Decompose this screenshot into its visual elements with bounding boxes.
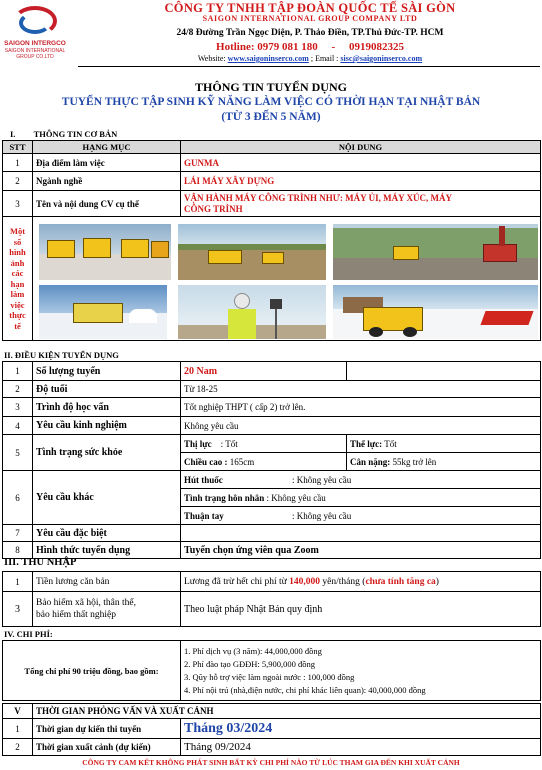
logo-name: SAIGON INTERGCO bbox=[4, 40, 66, 47]
logo-swoosh-icon bbox=[9, 4, 61, 40]
row-stt: 7 bbox=[3, 525, 33, 542]
cost-label: Tổng chi phí 90 triệu đồng, bao gồm: bbox=[3, 641, 181, 701]
row-item: Độ tuổi bbox=[33, 381, 181, 398]
section4-heading: IV. CHI PHÍ: bbox=[4, 629, 53, 639]
table-row bbox=[3, 592, 541, 627]
row-stt: 3 bbox=[3, 398, 33, 417]
cost-table bbox=[2, 640, 541, 701]
cost-list bbox=[181, 641, 541, 701]
header-divider bbox=[78, 66, 540, 67]
row-item: Địa điểm làm việc bbox=[33, 154, 181, 172]
photo-excavator bbox=[333, 224, 538, 280]
row-item: Tiền lương căn bản bbox=[33, 572, 181, 592]
vision-cell: Thị lực : Tốt bbox=[181, 435, 347, 453]
row-content: Từ 18-25 bbox=[181, 381, 541, 398]
photo-wheel-loader bbox=[333, 285, 538, 339]
row-content: Tốt nghiệp THPT ( cấp 2) trở lên. bbox=[181, 398, 541, 417]
row-item: Yêu cầu kinh nghiệm bbox=[33, 417, 181, 435]
website-link[interactable]: www.saigoninserco.com bbox=[227, 54, 309, 63]
col-stt: STT bbox=[3, 141, 33, 154]
row-item: Tình trạng sức khỏe bbox=[33, 435, 181, 471]
table-row bbox=[3, 719, 541, 739]
row-item: Hình thức tuyển dụng bbox=[33, 542, 181, 559]
contact-line bbox=[80, 54, 540, 63]
email-label: ; Email : bbox=[310, 54, 339, 63]
section1-roman: I. bbox=[10, 129, 16, 139]
job-desc-line-2: CÔNG TRÌNH bbox=[184, 203, 243, 214]
table-row bbox=[3, 525, 541, 542]
schedule-table bbox=[2, 703, 541, 756]
row-stt: 2 bbox=[3, 381, 33, 398]
row-content: Tuyển chọn ứng viên qua Zoom bbox=[181, 542, 541, 559]
section5-roman: V bbox=[3, 704, 33, 719]
row-stt: 4 bbox=[3, 417, 33, 435]
exam-date: Tháng 03/2024 bbox=[181, 719, 541, 739]
row-item: Trình độ học vấn bbox=[33, 398, 181, 417]
requirements-table bbox=[2, 361, 541, 559]
table-header-row bbox=[3, 141, 541, 154]
weight-cell: Cân nặng: 55kg trở lên bbox=[347, 453, 541, 471]
fitness-cell: Thể lực: Tốt bbox=[347, 435, 541, 453]
row-stt: 2 bbox=[3, 172, 33, 191]
smoking-cell: Hút thuốc : Không yêu cầu bbox=[181, 471, 541, 489]
row-stt: 1 bbox=[3, 719, 33, 739]
section5-title: THỜI GIAN PHỎNG VẤN VÀ XUẤT CẢNH bbox=[33, 704, 541, 719]
email-link[interactable]: sisc@saigoninserco.com bbox=[340, 54, 423, 63]
table-row bbox=[3, 542, 541, 559]
row-stt: 3 bbox=[3, 191, 33, 217]
table-row bbox=[3, 435, 541, 453]
col-item: HẠNG MỤC bbox=[33, 141, 181, 154]
table-row bbox=[3, 398, 541, 417]
marriage-cell: Tình trạng hôn nhân : Không yêu cầu bbox=[181, 489, 541, 507]
photo-snow-truck bbox=[39, 285, 167, 339]
departure-date: Tháng 09/2024 bbox=[181, 739, 541, 756]
row-content bbox=[181, 191, 541, 217]
row-item: Bảo hiểm xã hội, thân thể, bảo hiểm thất nghiệp bbox=[33, 592, 181, 627]
salary-cell: Lương đã trừ hết chi phí từ 140,000 yên/tháng (chưa tính tăng ca) bbox=[181, 572, 541, 592]
row-stt: 8 bbox=[3, 542, 33, 559]
table-row bbox=[3, 381, 541, 398]
commitment-footer: CÔNG TY CAM KẾT KHÔNG PHÁT SINH BẤT KỲ CHI PHÍ NÀO TỪ LÚC THAM GIA ĐẾN KHI XUẤT CẢNH bbox=[82, 758, 460, 767]
row-item: Số lượng tuyển bbox=[33, 362, 181, 381]
photo-snow-plows bbox=[39, 224, 171, 280]
row-stt: 2 bbox=[3, 739, 33, 756]
hotline: Hotline: 0979 081 180 - 0919082325 bbox=[216, 41, 404, 53]
salary-amount: 140,000 bbox=[289, 576, 321, 587]
height-cell: Chiều cao : 165cm bbox=[181, 453, 347, 471]
photo-road-construction bbox=[178, 224, 326, 280]
section3-heading: III. THU NHẬP bbox=[4, 557, 77, 568]
row-item: Tên và nội dung CV cụ thể bbox=[33, 191, 181, 217]
row-item: Thời gian xuất cảnh (dự kiến) bbox=[33, 739, 181, 756]
row-item: Yêu cầu khác bbox=[33, 471, 181, 525]
company-name: CÔNG TY TNHH TẬP ĐOÀN QUỐC TẾ SÀI GÒN bbox=[164, 1, 456, 15]
row-content: GUNMA bbox=[181, 154, 541, 172]
logo-sub-2: GROUP CO.LTD bbox=[16, 54, 54, 60]
table-row bbox=[3, 154, 541, 172]
doc-subtitle-duration: (TỪ 3 ĐẾN 5 NĂM) bbox=[221, 111, 321, 123]
row-item: Thời gian dự kiến thi tuyển bbox=[33, 719, 181, 739]
section5-heading-row bbox=[3, 704, 541, 719]
company-address: 24/8 Đường Trần Ngọc Diện, P. Thảo Điền, TP.Thủ Đức-TP. HCM bbox=[176, 28, 444, 38]
table-row bbox=[3, 362, 541, 381]
doc-title: THÔNG TIN TUYỂN DỤNG bbox=[195, 80, 347, 94]
handedness-cell: Thuận tay : Không yêu cầu bbox=[181, 507, 541, 525]
letterhead bbox=[0, 0, 542, 72]
row-stt: 5 bbox=[3, 435, 33, 471]
section1-title: THÔNG TIN CƠ BẢN bbox=[33, 129, 118, 139]
cost-item: 1. Phí dịch vụ (3 năm): 44,000,000 đồng bbox=[184, 645, 322, 656]
income-table bbox=[2, 571, 541, 627]
table-row bbox=[3, 191, 541, 217]
job-desc-line-1: VẬN HÀNH MÁY CÔNG TRÌNH NHƯ: MÁY ỦI, MÁY XÚC, MÁY bbox=[184, 192, 452, 203]
table-row bbox=[3, 471, 541, 489]
website-label: Website: bbox=[197, 54, 226, 63]
table-row bbox=[3, 572, 541, 592]
table-row bbox=[3, 641, 541, 701]
photos-label: Một số hình ảnh các hạn làm việc thực tế bbox=[3, 217, 33, 341]
col-content: NỘI DUNG bbox=[181, 141, 541, 154]
table-row bbox=[3, 417, 541, 435]
row-stt: 1 bbox=[3, 362, 33, 381]
logo-sub-1: SAIGON INTERNATIONAL bbox=[4, 48, 66, 54]
row-stt: 1 bbox=[3, 154, 33, 172]
section2-heading: II. ĐIỀU KIỆN TUYỂN DỤNG bbox=[4, 350, 119, 360]
row-content bbox=[181, 525, 541, 542]
section1-heading bbox=[10, 129, 117, 139]
photo-surveyor bbox=[178, 285, 326, 339]
doc-subtitle: TUYỂN THỰC TẬP SINH KỸ NĂNG LÀM VIỆC CÓ THỜI HẠN TẠI NHẬT BẢN bbox=[61, 96, 481, 108]
cost-item: 4. Phí nội trú (nhà,điện nước, chi phí khác liên quan): 40,000,000 đồng bbox=[184, 684, 426, 695]
row-content: Không yêu cầu bbox=[181, 417, 541, 435]
cost-item: 2. Phí đào tạo GĐĐH: 5,900,000 đồng bbox=[184, 658, 316, 669]
row-item: Ngành nghề bbox=[33, 172, 181, 191]
table-row bbox=[3, 739, 541, 756]
row-stt: 1 bbox=[3, 572, 33, 592]
row-content: 20 Nam bbox=[181, 362, 347, 381]
cost-item: 3. Qũy hỗ trợ việc làm ngoài nước : 100,000 đồng bbox=[184, 671, 355, 682]
table-row bbox=[3, 172, 541, 191]
row-item: Yêu cầu đặc biệt bbox=[33, 525, 181, 542]
company-logo bbox=[4, 4, 66, 68]
row-stt: 3 bbox=[3, 592, 33, 627]
row-content: Theo luật pháp Nhật Bản quy định bbox=[181, 592, 541, 627]
company-name-en: SAIGON INTERNATIONAL GROUP COMPANY LTD bbox=[202, 14, 418, 23]
row-content: LÁI MÁY XÂY DỰNG bbox=[181, 172, 541, 191]
overtime-note: chưa tính tăng ca bbox=[365, 576, 436, 587]
row-stt: 6 bbox=[3, 471, 33, 525]
